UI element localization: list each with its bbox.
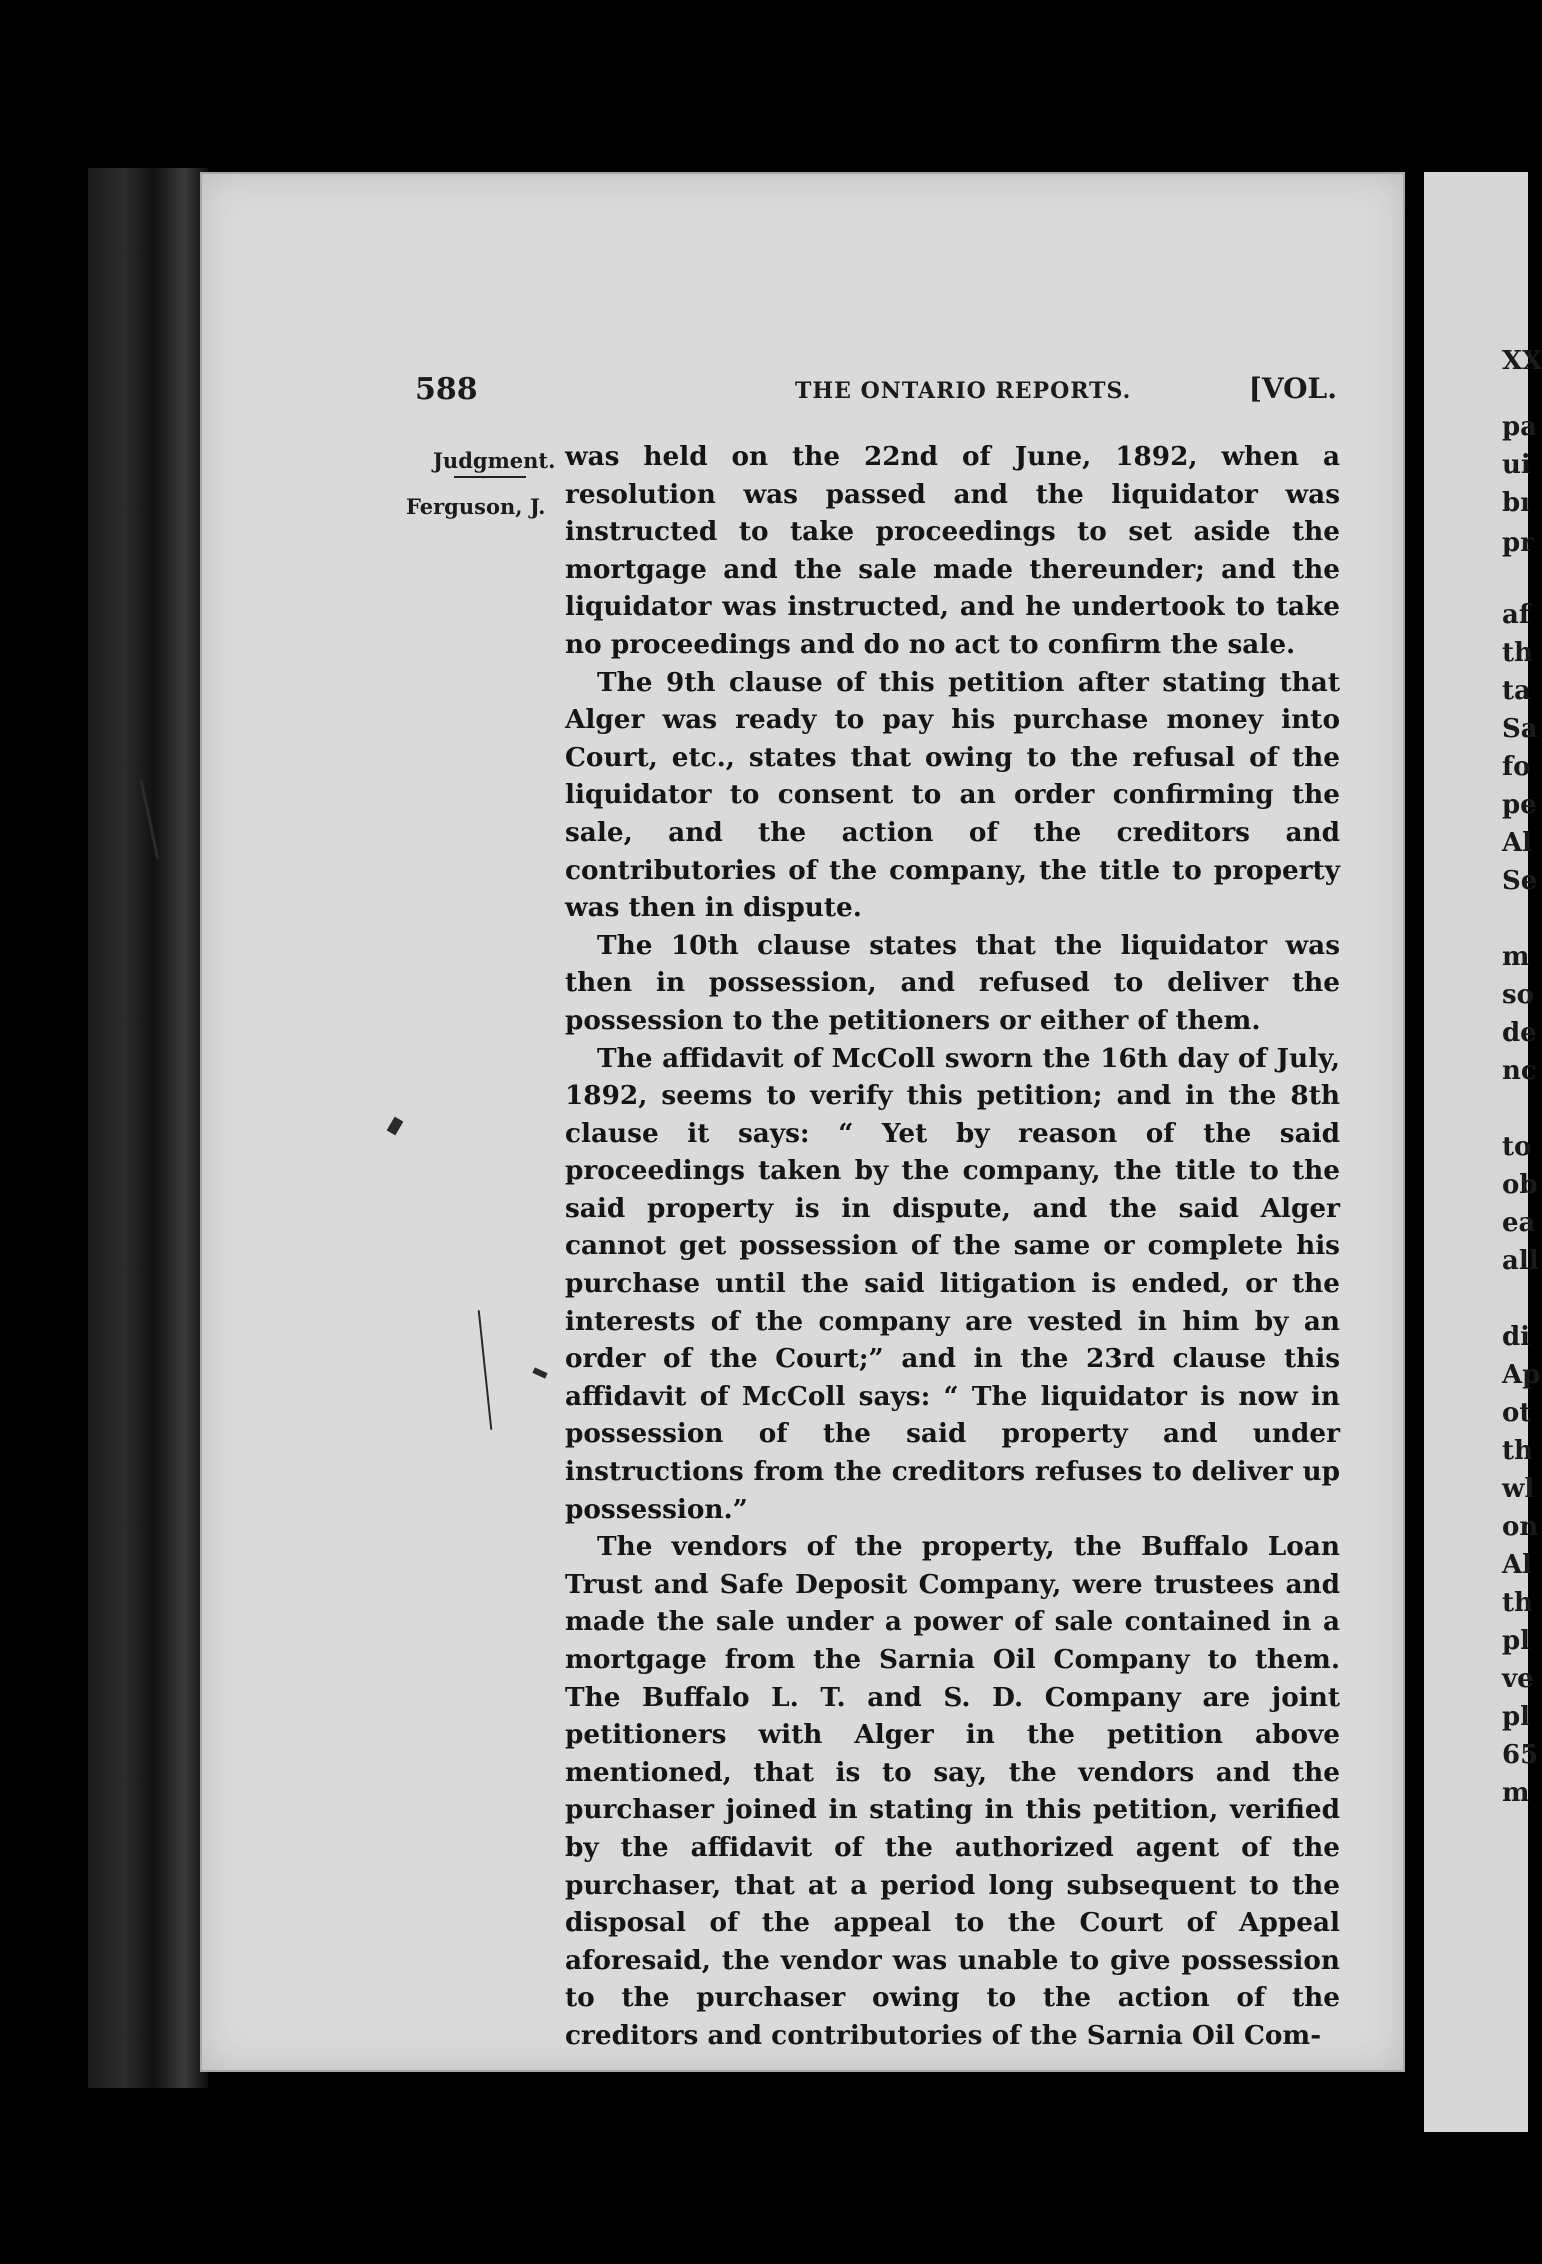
facing-page-fragment: m	[1502, 1778, 1530, 1808]
facing-page-fragment: fo	[1502, 752, 1531, 782]
facing-page-fragment: ta	[1502, 676, 1531, 706]
facing-page-fragment: pr	[1502, 528, 1534, 558]
facing-page-fragment: 65	[1502, 1740, 1539, 1770]
facing-page-fragment: XX	[1502, 346, 1542, 376]
facing-page-fragment: pe	[1502, 790, 1537, 820]
page-header	[415, 372, 1337, 412]
paragraph: was held on the 22nd of June, 1892, when a resolution was passed and the liquidator was instructed to take proceedings to set aside the mortgage and the sale made thereunder; and the liquidator was instructed, and he undertook to take no proceedings and do no act to confirm the sale.	[565, 441, 1340, 660]
margin-note-judgment: Judgment.	[433, 448, 556, 473]
facing-page-fragment: th	[1502, 638, 1533, 668]
facing-page-fragment: af	[1502, 600, 1531, 630]
facing-page-fragment: di	[1502, 1322, 1531, 1352]
facing-page-fragment: th	[1502, 1588, 1533, 1618]
facing-page-fragment: bı	[1502, 488, 1531, 518]
paragraph: The 10th clause states that the liquidator was then in possession, and refused to deliver the possession to the petitioners or either of them.	[565, 929, 1340, 1036]
facing-page-fragment: Sa	[1502, 714, 1538, 744]
facing-page-fragment: to	[1502, 1132, 1532, 1162]
facing-page-fragment: Al	[1502, 828, 1533, 858]
facing-page-fragment: Se	[1502, 866, 1538, 896]
facing-page-fragment: de	[1502, 1018, 1537, 1048]
facing-page-fragment: ve	[1502, 1664, 1534, 1694]
facing-page-fragment: Ap	[1502, 1360, 1541, 1390]
facing-page-fragment: ob	[1502, 1170, 1538, 1200]
paragraph: The affidavit of McColl sworn the 16th day of July, 1892, seems to verify this petition; and in the 8th clause it says: “ Yet by reason of the said proceedings taken by the company, the title to the said property is in dispute, and the said Alger cannot get possession of the same or complete his purchase until the said litigation is ended, or the interests of the company are vested in him by an order of the Court;” and in the 23rd clause this affidavit of McColl says: “ The liquidator is now in possession of the said property and under instructions from the creditors refuses to deliver up possession.”	[565, 1042, 1340, 1525]
facing-page-fragment: ot	[1502, 1398, 1532, 1428]
facing-page-fragment: m	[1502, 942, 1530, 972]
paragraph: The vendors of the property, the Buffalo Loan Trust and Safe Deposit Company, were trustees and made the sale under a power of sale contained in a mortgage from the Sarnia Oil Company to them. The Buffalo L. T. and S. D. Company are joint petitioners with Alger in the petition above mentioned, that is to say, the vendors and the purchaser joined in stating in this petition, verified by the affidavit of the authorized agent of the purchaser, that at a period long subsequent to the disposal of the appeal to the Court of Appeal aforesaid, the vendor was unable to give possession to the purchaser owing to the action of the creditors and contributories of the Sarnia Oil Com-	[565, 1531, 1340, 2051]
page-number: 588	[415, 372, 478, 407]
paragraph: The 9th clause of this petition after stating that Alger was ready to pay his purchase money into Court, etc., states that owing to the refusal of the liquidator to consent to an order confirming the sale, and the action of the creditors and contributories of the company, the title to property was then in dispute.	[565, 666, 1340, 924]
facing-page-fragment: nc	[1502, 1056, 1537, 1086]
volume-label: [VOL.	[1248, 372, 1337, 405]
facing-page-fragment: pl	[1502, 1626, 1531, 1656]
facing-page-fragment: Al	[1502, 1550, 1533, 1580]
margin-note-judge: Ferguson, J.	[406, 494, 546, 519]
body-text	[565, 438, 1340, 2055]
margin-rule	[454, 476, 526, 478]
facing-page-fragment: wl	[1502, 1474, 1535, 1504]
facing-page-fragment: ea	[1502, 1208, 1536, 1238]
facing-page-fragment: all	[1502, 1246, 1539, 1276]
facing-page-fragment: so	[1502, 980, 1534, 1010]
facing-page-fragment: th	[1502, 1436, 1533, 1466]
facing-page-fragment: pl	[1502, 1702, 1531, 1732]
running-title: THE ONTARIO REPORTS.	[795, 378, 1132, 404]
facing-page-fragment: pa	[1502, 412, 1538, 442]
book-binding	[88, 168, 208, 2088]
facing-page-fragment: on	[1502, 1512, 1539, 1542]
facing-page-fragment: ui	[1502, 450, 1531, 480]
